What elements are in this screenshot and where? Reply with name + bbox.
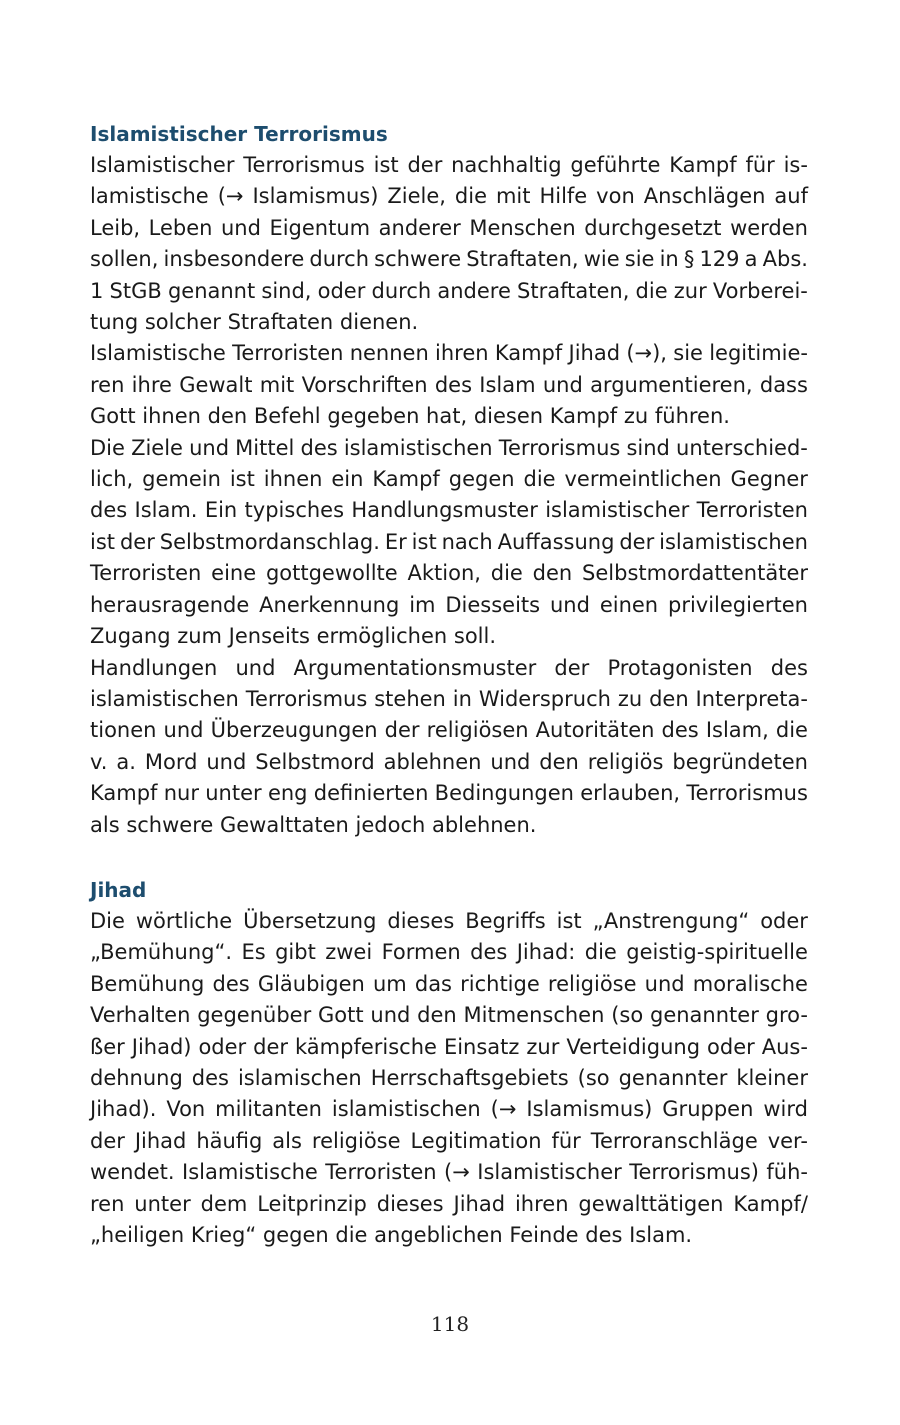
text-line: Die wörtliche Übersetzung dieses Begriffs ist „Anstrengung“ oder [90,908,808,933]
text-line: Zugang zum Jenseits ermöglichen soll. [90,624,497,649]
text-line: ren ihre Gewalt mit Vorschriften des Islam und argumentieren, dass [90,372,808,397]
text-line: Kampf nur unter eng definierten Bedingungen erlauben, Terrorismus [90,781,808,806]
text-line: „heiligen Krieg“ gegen die angeblichen Feinde des Islam. [90,1223,693,1247]
text-line: lamistische (→ Islamismus) Ziele, die mit Hilfe von Anschlägen auf [90,184,808,209]
text-line: wendet. Islamistische Terroristen (→ Islamistischer Terrorismus) füh- [90,1160,808,1185]
text-line: ist der Selbstmordanschlag. Er ist nach Auffassung der islamistischen [90,529,808,554]
text-line: Terroristen eine gottgewollte Aktion, die den Selbstmordattentäter [90,561,808,586]
text-line: lich, gemein ist ihnen ein Kampf gegen die vermeintlichen Gegner [90,467,808,492]
page-content [90,118,808,1251]
text-line: Die Ziele und Mittel des islamistischen Terrorismus sind unterschied- [90,435,808,460]
text-line: 1 StGB genannt sind, oder durch andere Straftaten, die zur Vorberei- [90,278,808,303]
entry-heading: Jihad [90,877,147,902]
text-line: „Bemühung“. Es gibt zwei Formen des Jihad: die geistig-spirituelle [90,940,808,965]
glossary-entry [90,118,808,841]
text-line: des Islam. Ein typisches Handlungsmuster islamistischer Terroristen [90,498,808,523]
text-line: Verhalten gegenüber Gott und den Mitmenschen (so genannter gro- [90,1003,808,1028]
text-line: sollen, insbesondere durch schwere Straftaten, wie sie in § 129 a Abs. [90,247,808,272]
glossary-entry [90,874,808,1251]
text-line: Leib, Leben und Eigentum anderer Menschen durchgesetzt werden [90,215,808,240]
text-line: ßer Jihad) oder der kämpferische Einsatz zur Verteidigung oder Aus- [90,1034,808,1059]
text-line: als schwere Gewalttaten jedoch ablehnen. [90,812,537,837]
text-line: Handlungen und Argumentationsmuster der Protagonisten des [90,655,808,680]
text-line: Jihad). Von militanten islamistischen (→ Islamismus) Gruppen wird [90,1097,808,1122]
text-line: Gott ihnen den Befehl gegeben hat, diesen Kampf zu führen. [90,404,730,429]
text-line: ren unter dem Leitprinzip dieses Jihad ihren gewalttätigen Kampf/ [90,1191,808,1216]
text-line: herausragende Anerkennung im Diesseits und einen privilegierten [90,592,808,617]
text-line: Islamistische Terroristen nennen ihren Kampf Jihad (→), sie legitimie- [90,341,808,366]
text-line: tionen und Überzeugungen der religiösen Autoritäten des Islam, die [90,718,808,743]
text-line: dehnung des islamischen Herrschaftsgebiets (so genannter kleiner [90,1065,808,1090]
text-line: Bemühung des Gläubigen um das richtige religiöse und moralische [90,971,808,996]
text-line: Islamistischer Terrorismus ist der nachhaltig geführte Kampf für is- [90,153,808,177]
text-line: der Jihad häufig als religiöse Legitimation für Terroranschläge ver- [90,1128,808,1153]
text-line: tung solcher Straftaten dienen. [90,310,419,335]
entry-heading: Islamistischer Terrorismus [90,122,388,146]
page-number: 118 [430,1312,470,1336]
section-gap [90,841,808,874]
text-line: v. a. Mord und Selbstmord ablehnen und den religiös begründeten [90,749,808,774]
text-line: islamistischen Terrorismus stehen in Widerspruch zu den Interpreta- [90,686,808,711]
